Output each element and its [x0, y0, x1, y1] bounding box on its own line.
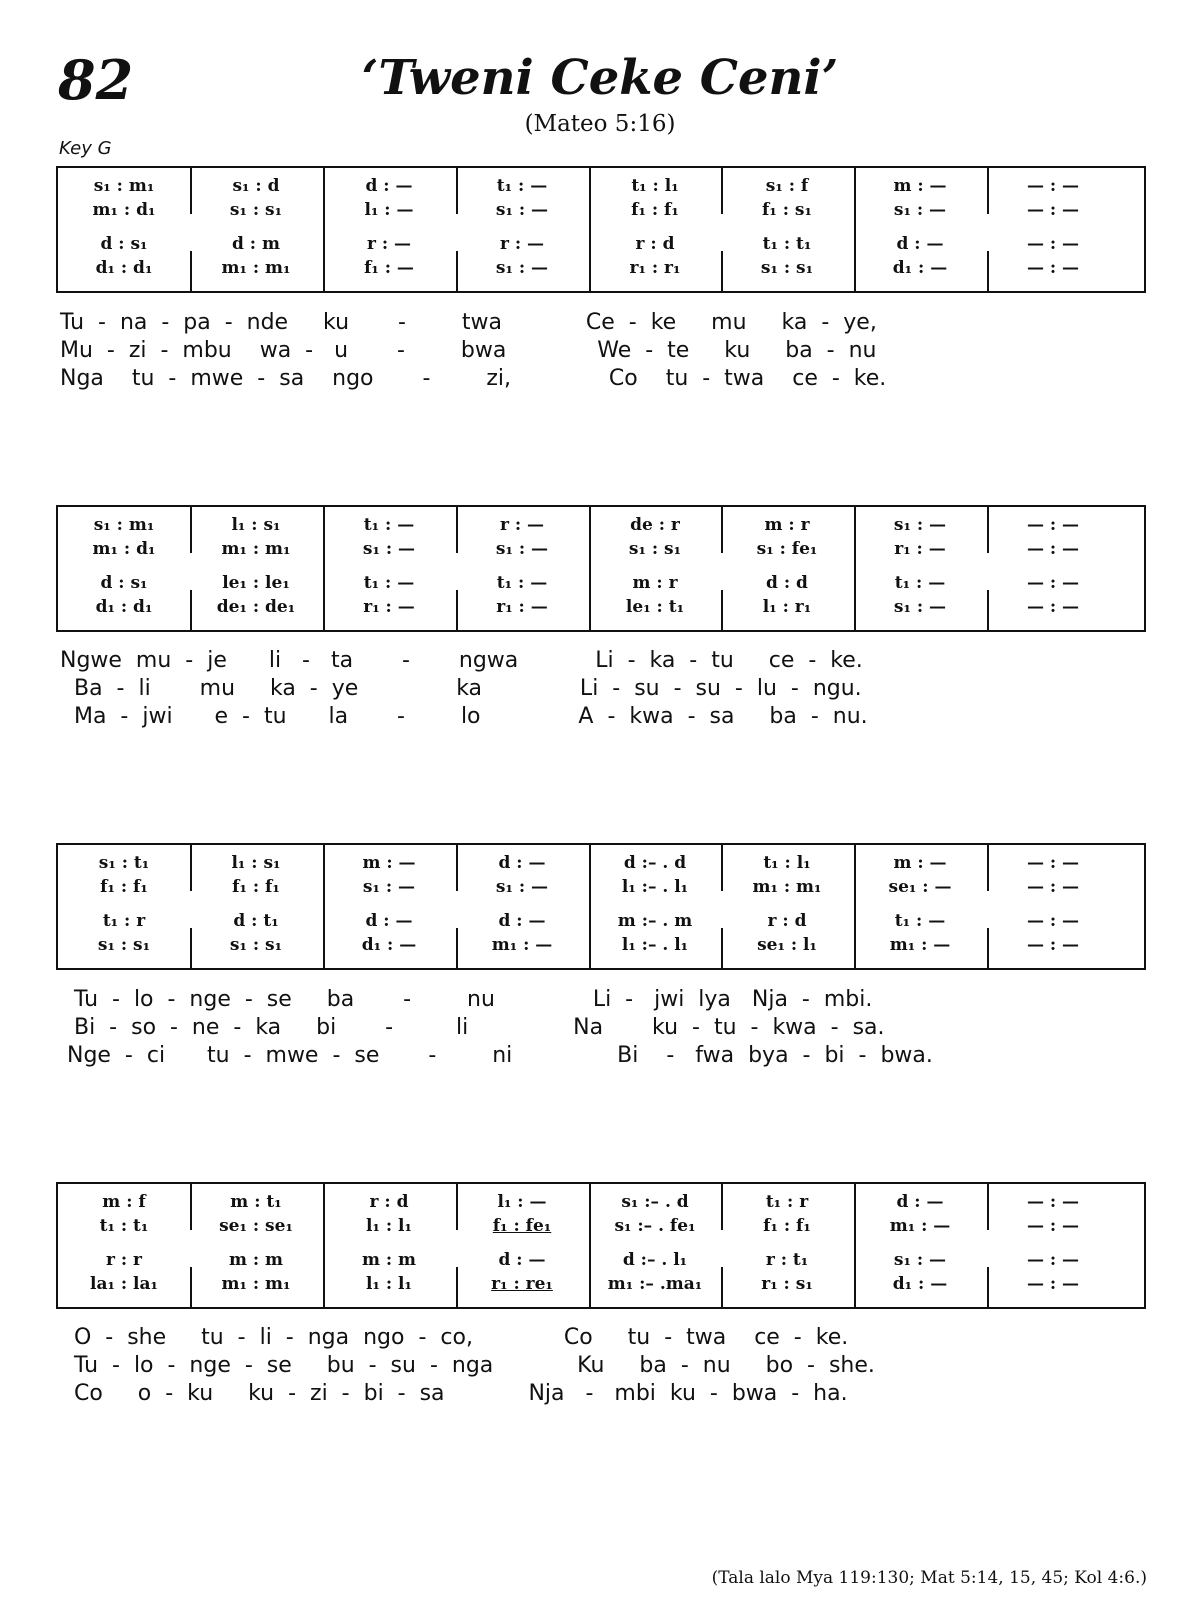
solfa-note-cell: m₁ : m₁	[752, 877, 822, 897]
solfa-note-cell: m₁ : —	[491, 935, 553, 955]
music-staff-1	[56, 166, 1146, 293]
solfa-note-cell: m₁ : —	[889, 1216, 951, 1236]
solfa-note-cell: m : t₁	[230, 1192, 282, 1212]
lyric-line-verse-2: Mu - zi - mbu wa - u - bwa We - te ku ba - nu	[60, 338, 877, 363]
solfa-note-cell: s₁ : —	[893, 200, 947, 220]
solfa-note-cell: f₁ : s₁	[762, 200, 812, 220]
solfa-note-cell: m₁ : m₁	[221, 1274, 291, 1294]
solfa-note-cell: m₁ : d₁	[92, 200, 156, 220]
solfa-note-cell: s₁ : —	[893, 597, 947, 617]
solfa-note-cell: m : —	[893, 853, 947, 873]
solfa-note-cell: s₁ : —	[495, 877, 549, 897]
solfa-note-cell: le₁ : le₁	[222, 573, 290, 593]
solfa-note-cell: l₁ : l₁	[366, 1216, 412, 1236]
solfa-note-cell: d : —	[365, 911, 413, 931]
key-signature: Key G	[59, 138, 112, 159]
solfa-note-cell: d : s₁	[100, 234, 148, 254]
solfa-note-cell: de : r	[630, 515, 680, 535]
solfa-note-cell: m₁ : —	[889, 935, 951, 955]
solfa-note-cell: s₁ : t₁	[98, 853, 150, 873]
lyric-line-verse-3: Co o - ku ku - zi - bi - sa Nja - mbi ku - bwa - ha.	[60, 1381, 848, 1406]
solfa-note-cell: d : —	[896, 234, 944, 254]
music-staff-3	[56, 843, 1146, 970]
solfa-note-cell: d₁ : —	[892, 258, 948, 278]
solfa-note-cell: r₁ : —	[496, 597, 548, 617]
solfa-note-cell: r : d	[635, 234, 675, 254]
solfa-note-cell: s₁ : —	[893, 1250, 947, 1270]
solfa-note-cell: — : —	[1026, 258, 1080, 278]
music-staff-2	[56, 505, 1146, 632]
solfa-note-cell: t₁ : t₁	[762, 234, 812, 254]
solfa-note-cell: m₁ : m₁	[221, 258, 291, 278]
solfa-note-cell: d₁ : —	[361, 935, 417, 955]
solfa-note-cell: s₁ : —	[495, 200, 549, 220]
solfa-note-cell: m : —	[893, 176, 947, 196]
lyric-line-verse-2: Ba - li mu ka - ye ka Li - su - su - lu - ngu.	[60, 676, 862, 701]
solfa-note-cell: m : f	[102, 1192, 146, 1212]
solfa-note-cell: s₁ : s₁	[628, 539, 682, 559]
solfa-note-cell: d : —	[896, 1192, 944, 1212]
solfa-note-cell: r : t₁	[765, 1250, 809, 1270]
solfa-note-cell: s₁ :– . d	[621, 1192, 689, 1212]
solfa-note-cell: se₁ : l₁	[757, 935, 817, 955]
solfa-note-cell: s₁ : —	[362, 539, 416, 559]
solfa-note-cell: t₁ : —	[363, 515, 415, 535]
solfa-note-cell: t₁ : —	[894, 911, 946, 931]
solfa-note-cell: — : —	[1026, 200, 1080, 220]
solfa-note-cell: d : t₁	[233, 911, 279, 931]
solfa-note-cell: l₁ : —	[497, 1192, 547, 1212]
solfa-note-cell: r₁ : re₁	[491, 1274, 553, 1294]
solfa-note-cell: t₁ : l₁	[631, 176, 679, 196]
solfa-note-cell: l₁ :– . l₁	[621, 877, 689, 897]
solfa-note-cell: m : m	[361, 1250, 417, 1270]
solfa-note-cell: l₁ : r₁	[762, 597, 812, 617]
solfa-note-cell: d : s₁	[100, 573, 148, 593]
solfa-note-cell: — : —	[1026, 573, 1080, 593]
solfa-note-cell: f₁ : —	[364, 258, 414, 278]
solfa-note-cell: r : —	[499, 515, 545, 535]
scripture-reference: (Mateo 5:16)	[524, 111, 676, 137]
solfa-note-cell: f₁ : f₁	[763, 1216, 811, 1236]
music-staff-4	[56, 1182, 1146, 1309]
solfa-note-cell: d : d	[766, 573, 808, 593]
solfa-note-cell: f₁ : f₁	[631, 200, 679, 220]
solfa-note-cell: r : —	[366, 234, 412, 254]
solfa-note-cell: r : r	[105, 1250, 143, 1270]
solfa-note-cell: se₁ : —	[888, 877, 952, 897]
solfa-note-cell: d :– . d	[623, 853, 687, 873]
solfa-note-cell: l₁ : —	[364, 200, 414, 220]
solfa-note-cell: la₁ : la₁	[90, 1274, 158, 1294]
solfa-note-cell: m : r	[764, 515, 810, 535]
solfa-note-cell: s₁ : —	[495, 539, 549, 559]
solfa-note-cell: s₁ : fe₁	[756, 539, 818, 559]
solfa-note-cell: le₁ : t₁	[625, 597, 685, 617]
solfa-note-cell: t₁ : r	[102, 911, 146, 931]
solfa-note-cell: — : —	[1026, 853, 1080, 873]
solfa-note-cell: m₁ : m₁	[221, 539, 291, 559]
solfa-note-cell: s₁ : s₁	[97, 935, 151, 955]
solfa-note-cell: t₁ : —	[496, 573, 548, 593]
solfa-note-cell: s₁ : —	[362, 877, 416, 897]
solfa-note-cell: d₁ : d₁	[95, 258, 153, 278]
solfa-note-cell: — : —	[1026, 911, 1080, 931]
solfa-note-cell: t₁ : l₁	[763, 853, 811, 873]
solfa-note-cell: r₁ : s₁	[761, 1274, 813, 1294]
lyric-line-verse-3: Nge - ci tu - mwe - se - ni Bi - fwa bya - bi - bwa.	[60, 1043, 933, 1068]
solfa-note-cell: m₁ :– .ma₁	[607, 1274, 703, 1294]
lyric-line-verse-3: Ma - jwi e - tu la - lo A - kwa - sa ba - nu.	[60, 704, 868, 729]
solfa-note-cell: — : —	[1026, 539, 1080, 559]
solfa-note-cell: d : —	[365, 176, 413, 196]
solfa-note-cell: — : —	[1026, 1216, 1080, 1236]
solfa-note-cell: s₁ : d	[232, 176, 280, 196]
solfa-note-cell: t₁ : t₁	[99, 1216, 149, 1236]
solfa-note-cell: s₁ :– . fe₁	[614, 1216, 696, 1236]
solfa-note-cell: m : r	[632, 573, 678, 593]
solfa-note-cell: l₁ : s₁	[231, 853, 281, 873]
solfa-note-cell: t₁ : —	[894, 573, 946, 593]
lyric-line-verse-2: Bi - so - ne - ka bi - li Na ku - tu - kwa - sa.	[60, 1015, 885, 1040]
solfa-note-cell: s₁ : f	[765, 176, 809, 196]
solfa-note-cell: — : —	[1026, 234, 1080, 254]
lyric-line-verse-2: Tu - lo - nge - se bu - su - nga Ku ba - nu bo - she.	[60, 1353, 875, 1378]
lyric-line-verse-1: Tu - lo - nge - se ba - nu Li - jwi lya Nja - mbi.	[60, 987, 873, 1012]
solfa-note-cell: — : —	[1026, 1250, 1080, 1270]
solfa-note-cell: r₁ : —	[894, 539, 946, 559]
solfa-note-cell: m : —	[362, 853, 416, 873]
solfa-note-cell: f₁ : f₁	[232, 877, 280, 897]
solfa-note-cell: se₁ : se₁	[219, 1216, 293, 1236]
solfa-note-cell: — : —	[1026, 597, 1080, 617]
solfa-note-cell: t₁ : —	[496, 176, 548, 196]
solfa-note-cell: l₁ :– . l₁	[621, 935, 689, 955]
solfa-note-cell: d : —	[498, 1250, 546, 1270]
solfa-note-cell: r₁ : —	[363, 597, 415, 617]
solfa-note-cell: s₁ : s₁	[229, 200, 283, 220]
solfa-note-cell: r : d	[369, 1192, 409, 1212]
lyric-line-verse-3: Nga tu - mwe - sa ngo - zi, Co tu - twa ce - ke.	[60, 366, 887, 391]
solfa-note-cell: t₁ : —	[363, 573, 415, 593]
solfa-note-cell: m :– . m	[617, 911, 693, 931]
solfa-note-cell: r₁ : r₁	[629, 258, 681, 278]
solfa-note-cell: d :– . l₁	[622, 1250, 688, 1270]
solfa-note-cell: — : —	[1026, 935, 1080, 955]
solfa-note-cell: d : —	[498, 853, 546, 873]
solfa-note-cell: s₁ : —	[495, 258, 549, 278]
solfa-note-cell: — : —	[1026, 176, 1080, 196]
solfa-note-cell: s₁ : —	[893, 515, 947, 535]
solfa-note-cell: s₁ : s₁	[760, 258, 814, 278]
lyric-line-verse-1: O - she tu - li - nga ngo - co, Co tu - twa ce - ke.	[60, 1325, 849, 1350]
solfa-note-cell: — : —	[1026, 1274, 1080, 1294]
solfa-note-cell: s₁ : m₁	[93, 176, 155, 196]
solfa-note-cell: — : —	[1026, 877, 1080, 897]
solfa-note-cell: — : —	[1026, 1192, 1080, 1212]
solfa-note-cell: l₁ : l₁	[366, 1274, 412, 1294]
solfa-note-cell: s₁ : s₁	[229, 935, 283, 955]
song-title: ‘Tweni Ceke Ceni’	[361, 50, 839, 106]
solfa-note-cell: d₁ : —	[892, 1274, 948, 1294]
solfa-note-cell: de₁ : de₁	[216, 597, 296, 617]
footnote-references: (Tala lalo Mya 119:130; Mat 5:14, 15, 45; Kol 4:6.)	[711, 1568, 1147, 1588]
solfa-note-cell: l₁ : s₁	[231, 515, 281, 535]
solfa-note-cell: f₁ : fe₁	[492, 1216, 552, 1236]
solfa-note-cell: m : m	[228, 1250, 284, 1270]
solfa-note-cell: d : m	[232, 234, 280, 254]
solfa-note-cell: d : —	[498, 911, 546, 931]
solfa-note-cell: d₁ : d₁	[95, 597, 153, 617]
solfa-note-cell: s₁ : m₁	[93, 515, 155, 535]
solfa-note-cell: t₁ : r	[765, 1192, 809, 1212]
lyric-line-verse-1: Ngwe mu - je li - ta - ngwa Li - ka - tu ce - ke.	[60, 648, 863, 673]
solfa-note-cell: — : —	[1026, 515, 1080, 535]
solfa-note-cell: r : —	[499, 234, 545, 254]
solfa-note-cell: f₁ : f₁	[100, 877, 148, 897]
solfa-note-cell: r : d	[767, 911, 807, 931]
lyric-line-verse-1: Tu - na - pa - nde ku - twa Ce - ke mu ka - ye,	[60, 310, 877, 335]
solfa-note-cell: m₁ : d₁	[92, 539, 156, 559]
song-number: 82	[58, 48, 134, 112]
